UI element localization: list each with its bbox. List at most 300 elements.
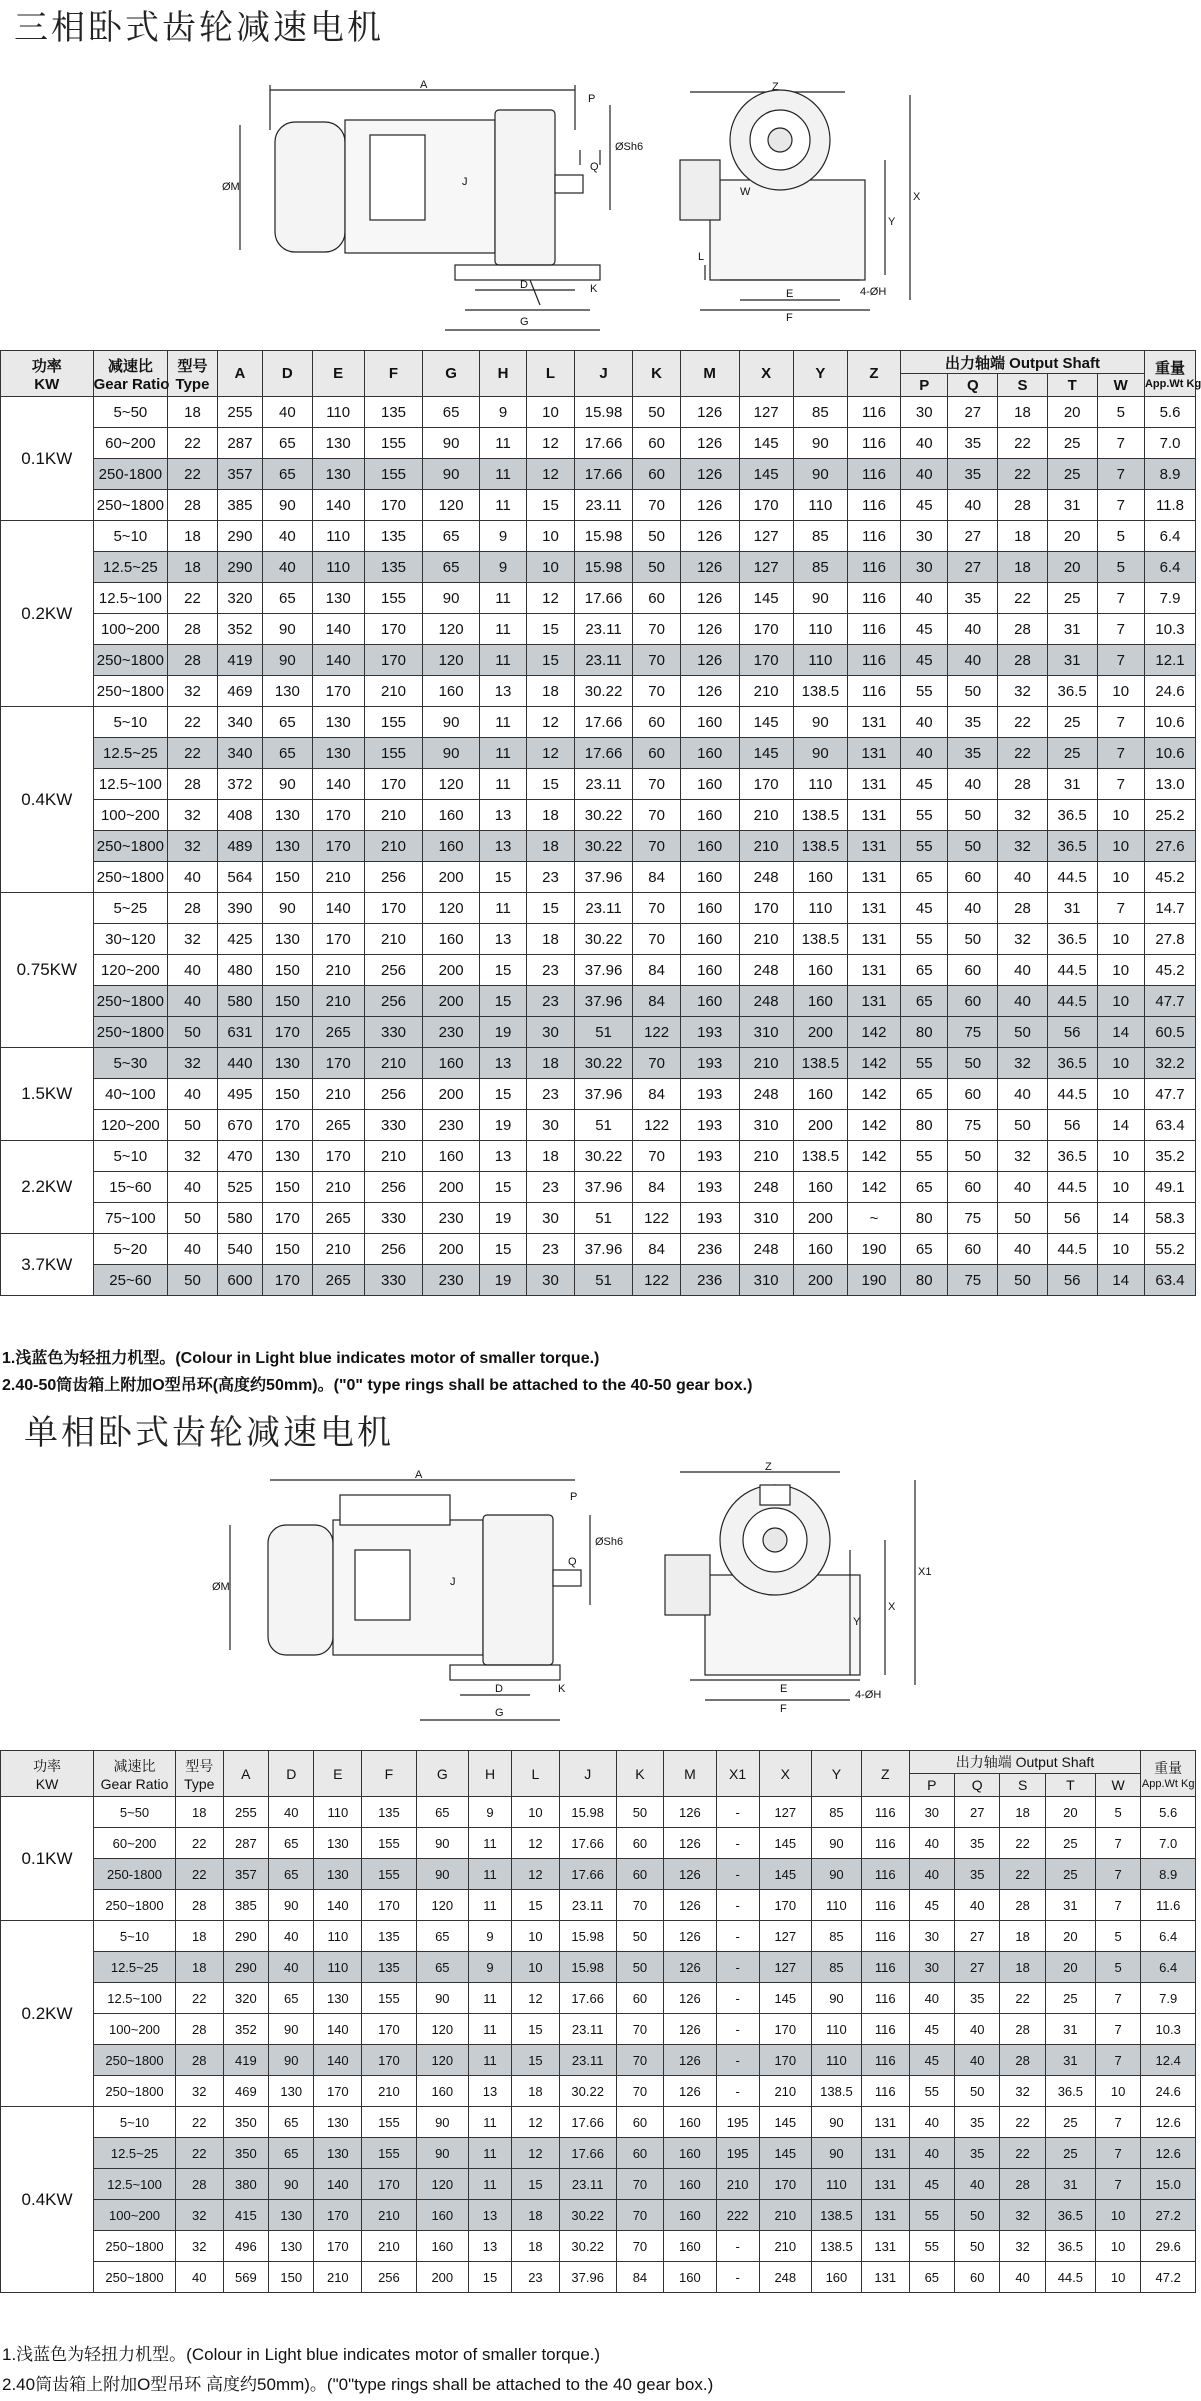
dim-d-label: D	[520, 279, 528, 291]
table-row	[1, 707, 1196, 738]
table-row	[1, 1890, 1196, 1921]
ratio-cell: 5~50	[93, 397, 168, 428]
table-cell: 13	[479, 831, 526, 862]
dim-f-label-2: F	[780, 1703, 787, 1715]
header-dim: Y	[811, 1751, 861, 1797]
table-cell: 50	[633, 521, 680, 552]
table-cell: 80	[901, 1110, 948, 1141]
table-cell: 130	[314, 2138, 362, 2169]
table-cell: 40	[168, 1079, 218, 1110]
table-cell: 12	[527, 459, 574, 490]
table-cell: 11	[468, 1828, 511, 1859]
table-cell: 18	[168, 552, 218, 583]
table-cell: 32	[175, 2231, 223, 2262]
note-1: 1.浅蓝色为轻扭力机型。(Colour in Light blue indicates motor of smaller torque.)	[2, 1350, 600, 1367]
table-cell: 135	[362, 1797, 417, 1828]
table-cell: 35	[948, 428, 998, 459]
table-cell: 130	[312, 459, 364, 490]
table-cell: 40	[263, 552, 313, 583]
table-cell: 13	[468, 2200, 511, 2231]
table-cell: 15	[479, 955, 526, 986]
table-cell: 50	[998, 1203, 1048, 1234]
table-cell: 230	[423, 1203, 479, 1234]
table-cell: 40	[175, 2262, 223, 2293]
table-cell: 135	[362, 1921, 417, 1952]
table-cell: 230	[423, 1265, 479, 1296]
table-cell: 110	[314, 1797, 362, 1828]
table-row	[1, 1172, 1196, 1203]
ratio-cell: 12.5~25	[93, 738, 168, 769]
table-cell: 90	[263, 769, 313, 800]
table-cell: 140	[314, 2169, 362, 2200]
table-cell: 120	[423, 893, 479, 924]
ratio-cell: 250~1800	[93, 490, 168, 521]
table-cell: 50	[168, 1017, 218, 1048]
table-cell: 160	[680, 800, 739, 831]
table-cell: 9	[468, 1797, 511, 1828]
table-cell: 155	[362, 1828, 417, 1859]
header-shaft-col: T	[1047, 374, 1097, 397]
header-dim: Z	[847, 351, 900, 397]
table-cell: 28	[998, 769, 1048, 800]
table-cell: 85	[811, 1952, 861, 1983]
table-row	[1, 986, 1196, 1017]
table-cell: 131	[847, 986, 900, 1017]
table-row	[1, 831, 1196, 862]
table-cell: 6.4	[1141, 1952, 1196, 1983]
table-cell: 155	[364, 459, 423, 490]
table-cell: 170	[263, 1203, 313, 1234]
table-cell: 23	[527, 862, 574, 893]
table-row	[1, 955, 1196, 986]
table-cell: 30	[909, 1952, 954, 1983]
table-cell: 116	[847, 552, 900, 583]
table-cell: 18	[168, 397, 218, 428]
table-cell: 130	[263, 676, 313, 707]
table-cell: 193	[680, 1172, 739, 1203]
table-cell: 55	[901, 800, 948, 831]
header-type	[175, 1751, 223, 1797]
table-cell: 210	[362, 2200, 417, 2231]
table-cell: 10	[1097, 1048, 1144, 1079]
table-cell: 340	[217, 738, 262, 769]
table-row	[1, 2014, 1196, 2045]
table-cell: 126	[680, 459, 739, 490]
table-cell: 7	[1097, 614, 1144, 645]
table-cell: 40	[909, 1983, 954, 2014]
table-cell: 18	[168, 521, 218, 552]
table-cell: 15	[479, 1234, 526, 1265]
table-cell: 12	[512, 1828, 560, 1859]
table-cell: 55	[901, 1141, 948, 1172]
table-cell: 145	[759, 1859, 811, 1890]
table-cell: 22	[175, 1859, 223, 1890]
header-dim: M	[664, 1751, 716, 1797]
table-cell: 37.96	[574, 1079, 633, 1110]
table-cell: 65	[901, 955, 948, 986]
table-cell: 8.9	[1144, 459, 1195, 490]
table-cell: 14	[1097, 1265, 1144, 1296]
ratio-cell: 5~10	[94, 1921, 176, 1952]
table-cell: 131	[847, 738, 900, 769]
table-cell: 25	[1045, 1828, 1095, 1859]
table-cell: 160	[793, 1079, 847, 1110]
table-cell: 65	[263, 707, 313, 738]
table-cell: 160	[664, 2169, 716, 2200]
header-type-en: Type	[175, 375, 210, 393]
table-cell: 60	[616, 1828, 664, 1859]
ratio-cell: 250-1800	[94, 1859, 176, 1890]
table-cell: 130	[263, 1141, 313, 1172]
table-cell: 70	[633, 490, 680, 521]
table-cell: 22	[998, 428, 1048, 459]
table-cell: 50	[998, 1265, 1048, 1296]
table-cell: 90	[263, 893, 313, 924]
table-cell: 90	[793, 738, 847, 769]
table-cell: 45.2	[1144, 862, 1195, 893]
table-cell: 32	[1000, 2231, 1045, 2262]
table-cell: 40	[901, 459, 948, 490]
table-cell: 11	[479, 645, 526, 676]
table-cell: 40	[909, 2107, 954, 2138]
table-cell: 330	[364, 1265, 423, 1296]
table-cell: 160	[680, 955, 739, 986]
table-cell: 116	[847, 521, 900, 552]
table-cell: 60	[948, 862, 998, 893]
table-cell: 150	[263, 955, 313, 986]
table-cell: 10	[1097, 800, 1144, 831]
table-cell: 70	[633, 831, 680, 862]
table-cell: 120	[416, 2045, 468, 2076]
table-cell: 25	[1047, 738, 1097, 769]
table-cell: 440	[217, 1048, 262, 1079]
ratio-cell: 250-1800	[93, 459, 168, 490]
table-cell: 28	[1000, 1890, 1045, 1921]
table-cell: 12.6	[1141, 2107, 1196, 2138]
table-row	[1, 2200, 1196, 2231]
table-cell: 25	[1047, 459, 1097, 490]
table-cell: 55	[909, 2200, 954, 2231]
table-cell: 135	[364, 397, 423, 428]
table-cell: 18	[998, 552, 1048, 583]
table-cell: 50	[633, 552, 680, 583]
table-cell: 290	[223, 1952, 268, 1983]
table-cell: 90	[811, 2107, 861, 2138]
table-cell: 50	[168, 1203, 218, 1234]
table-cell: 45	[909, 2014, 954, 2045]
table-cell: 120	[423, 614, 479, 645]
table-cell: 17.66	[559, 2138, 616, 2169]
table-cell: 155	[362, 1859, 417, 1890]
table-cell: 90	[423, 428, 479, 459]
table-cell: 425	[217, 924, 262, 955]
table-cell: 56	[1047, 1265, 1097, 1296]
ratio-cell: 12.5~100	[94, 2169, 176, 2200]
table-cell: 40	[998, 986, 1048, 1017]
table-cell: 47.2	[1141, 2262, 1196, 2293]
table-cell: 90	[269, 1890, 314, 1921]
table-cell: 138.5	[793, 831, 847, 862]
header-ratio-en: Gear Ratio	[93, 375, 170, 393]
table-row	[1, 645, 1196, 676]
table-cell: 27	[955, 1952, 1000, 1983]
header-dim: A	[223, 1751, 268, 1797]
table-cell: 90	[416, 2107, 468, 2138]
table-cell: 170	[759, 2169, 811, 2200]
table-cell: 130	[314, 1859, 362, 1890]
table-cell: 65	[263, 738, 313, 769]
ratio-cell: 100~200	[93, 800, 168, 831]
table-cell: -	[716, 2231, 759, 2262]
table-cell: 23.11	[574, 893, 633, 924]
table-cell: 210	[364, 1048, 423, 1079]
table-cell: 155	[364, 583, 423, 614]
table-cell: 415	[223, 2200, 268, 2231]
table-cell: 210	[739, 1048, 793, 1079]
table-cell: 210	[364, 800, 423, 831]
table-cell: 84	[633, 862, 680, 893]
table-cell: 15.98	[559, 1797, 616, 1828]
dim-4h-label: 4-ØH	[860, 286, 887, 298]
table-cell: 65	[423, 552, 479, 583]
table-cell: 23	[527, 1172, 574, 1203]
table-cell: 11	[479, 738, 526, 769]
table-cell: 22	[175, 1983, 223, 2014]
table-cell: 50	[616, 1797, 664, 1828]
table-cell: 248	[739, 955, 793, 986]
table-cell: 28	[175, 2169, 223, 2200]
table-cell: 5	[1097, 552, 1144, 583]
table-cell: 32	[168, 676, 218, 707]
table-cell: 155	[364, 428, 423, 459]
table-cell: 127	[739, 521, 793, 552]
table-cell: 50	[998, 1110, 1048, 1141]
table-cell: 126	[680, 521, 739, 552]
table-cell: 60	[948, 955, 998, 986]
table-cell: 44.5	[1047, 862, 1097, 893]
table-cell: 30	[901, 397, 948, 428]
table-cell: 80	[901, 1017, 948, 1048]
table-cell: 55.2	[1144, 1234, 1195, 1265]
header-output-shaft: 出力轴端 Output Shaft	[909, 1751, 1141, 1774]
table-cell: 210	[312, 1172, 364, 1203]
dim-j-label: J	[462, 176, 468, 188]
table-cell: 564	[217, 862, 262, 893]
table-cell: 36.5	[1045, 2076, 1095, 2107]
table-cell: 28	[168, 893, 218, 924]
table-cell: 126	[664, 1983, 716, 2014]
table-cell: 116	[861, 1828, 909, 1859]
table-cell: 40	[168, 955, 218, 986]
table-cell: 90	[811, 1859, 861, 1890]
table-cell: 160	[423, 924, 479, 955]
table-cell: 385	[223, 1890, 268, 1921]
table-cell: 70	[633, 924, 680, 955]
table-cell: 40	[955, 2169, 1000, 2200]
ratio-cell: 250~1800	[94, 2262, 176, 2293]
power-cell: 0.1KW	[1, 397, 94, 521]
table-cell: 200	[793, 1110, 847, 1141]
table-row	[1, 862, 1196, 893]
table-cell: 122	[633, 1017, 680, 1048]
table-cell: 11.6	[1141, 1890, 1196, 1921]
table-cell: 13	[479, 1048, 526, 1079]
table-cell: 110	[793, 769, 847, 800]
header-power	[1, 1751, 94, 1797]
header-shaft-col: W	[1097, 374, 1144, 397]
ratio-cell: 60~200	[93, 428, 168, 459]
table-cell: 35	[955, 1983, 1000, 2014]
table-cell: 470	[217, 1141, 262, 1172]
table-cell: 15.98	[574, 552, 633, 583]
table-cell: 65	[909, 2262, 954, 2293]
table-cell: 11	[479, 707, 526, 738]
table-cell: -	[716, 1952, 759, 1983]
table-cell: 35	[948, 707, 998, 738]
table-cell: 170	[314, 2076, 362, 2107]
table-cell: 110	[793, 614, 847, 645]
table-cell: 30	[901, 521, 948, 552]
table-cell: 51	[574, 1017, 633, 1048]
table-cell: 130	[269, 2231, 314, 2262]
table-cell: 13	[468, 2231, 511, 2262]
table-cell: 10	[512, 1952, 560, 1983]
table-cell: 145	[739, 583, 793, 614]
front-view-drawing-1	[660, 80, 940, 325]
table-cell: 126	[680, 614, 739, 645]
table-cell: 130	[312, 738, 364, 769]
dim-sh6-label: ØSh6	[615, 141, 644, 153]
table-cell: 15	[512, 1890, 560, 1921]
table-cell: 248	[739, 1079, 793, 1110]
table-cell: 10	[527, 397, 574, 428]
dim-m-label: ØM	[222, 181, 240, 193]
table-cell: 10	[1097, 955, 1144, 986]
table-cell: 70	[616, 2169, 664, 2200]
table-cell: 110	[811, 2169, 861, 2200]
table-cell: 70	[616, 1890, 664, 1921]
table-cell: 310	[739, 1017, 793, 1048]
table-cell: 116	[847, 645, 900, 676]
side-view-drawing-1	[220, 80, 660, 335]
ratio-cell: 250~1800	[94, 2045, 176, 2076]
table-cell: 130	[312, 583, 364, 614]
table-cell: 195	[716, 2138, 759, 2169]
table-cell: 10	[1097, 1172, 1144, 1203]
table-cell: 352	[217, 614, 262, 645]
table-cell: 65	[263, 459, 313, 490]
table-row	[1, 614, 1196, 645]
table-cell: 90	[263, 490, 313, 521]
table-cell: 17.66	[574, 459, 633, 490]
table-cell: 28	[1000, 2014, 1045, 2045]
table-cell: 75	[948, 1017, 998, 1048]
table-cell: 130	[269, 2076, 314, 2107]
dim-k-label-2: K	[558, 1683, 566, 1695]
table-cell: 380	[223, 2169, 268, 2200]
table-cell: 138.5	[793, 676, 847, 707]
ratio-cell: 30~120	[93, 924, 168, 955]
table-cell: 150	[263, 862, 313, 893]
table-cell: 12.4	[1141, 2045, 1196, 2076]
dim-a-label-2: A	[415, 1469, 423, 1481]
table-cell: 27.6	[1144, 831, 1195, 862]
ratio-cell: 40~100	[93, 1079, 168, 1110]
header-dim: K	[616, 1751, 664, 1797]
table-cell: 23.11	[574, 769, 633, 800]
ratio-cell: 12.5~25	[94, 1952, 176, 1983]
table-cell: 85	[793, 397, 847, 428]
table-cell: 126	[664, 1828, 716, 1859]
table-cell: 30	[909, 1797, 954, 1828]
table-cell: 84	[633, 986, 680, 1017]
table-cell: 330	[364, 1203, 423, 1234]
table-cell: 170	[759, 2014, 811, 2045]
header-row	[1, 1751, 1196, 1774]
table-cell: 27.2	[1141, 2200, 1196, 2231]
table-cell: 90	[793, 459, 847, 490]
table-cell: 160	[416, 2200, 468, 2231]
table-cell: 65	[263, 428, 313, 459]
table-cell: 70	[633, 800, 680, 831]
table-cell: 18	[527, 831, 574, 862]
ratio-cell: 5~10	[93, 521, 168, 552]
table-cell: 30.22	[574, 676, 633, 707]
table-cell: 45	[901, 893, 948, 924]
table-cell: 65	[901, 1172, 948, 1203]
table-cell: 40	[269, 1797, 314, 1828]
table-cell: 265	[312, 1203, 364, 1234]
table-cell: 23	[527, 986, 574, 1017]
table-cell: 290	[217, 552, 262, 583]
table-cell: 131	[861, 2200, 909, 2231]
table-row	[1, 2045, 1196, 2076]
table-cell: 60	[633, 459, 680, 490]
table-cell: 256	[362, 2262, 417, 2293]
table-cell: 126	[664, 2014, 716, 2045]
table-cell: 30	[527, 1017, 574, 1048]
table-cell: 190	[847, 1234, 900, 1265]
ratio-cell: 12.5~25	[94, 2138, 176, 2169]
table-cell: 7	[1095, 1859, 1140, 1890]
dim-p-label-2: P	[570, 1491, 578, 1503]
table-cell: 60	[616, 1983, 664, 2014]
table-cell: 18	[527, 1141, 574, 1172]
header-dim: X1	[716, 1751, 759, 1797]
table-cell: 7	[1097, 738, 1144, 769]
table-cell: 127	[739, 552, 793, 583]
table-cell: 116	[861, 1859, 909, 1890]
table-cell: 90	[423, 459, 479, 490]
table-cell: 40	[168, 986, 218, 1017]
table-cell: 30.22	[574, 1141, 633, 1172]
table-cell: 145	[759, 1983, 811, 2014]
table-cell: 32	[998, 800, 1048, 831]
table-cell: 248	[739, 862, 793, 893]
table-cell: 25	[1047, 583, 1097, 614]
table-cell: 138.5	[811, 2200, 861, 2231]
table-cell: 30.22	[574, 1048, 633, 1079]
table-cell: 170	[364, 645, 423, 676]
table-cell: 70	[633, 1141, 680, 1172]
header-power-cn: 功率	[33, 1757, 62, 1774]
ratio-cell: 12.5~100	[93, 769, 168, 800]
table-cell: 340	[217, 707, 262, 738]
dim-k-label: K	[590, 283, 598, 295]
table-cell: 110	[312, 521, 364, 552]
table-cell: 70	[616, 2014, 664, 2045]
ratio-cell: 250~1800	[93, 986, 168, 1017]
